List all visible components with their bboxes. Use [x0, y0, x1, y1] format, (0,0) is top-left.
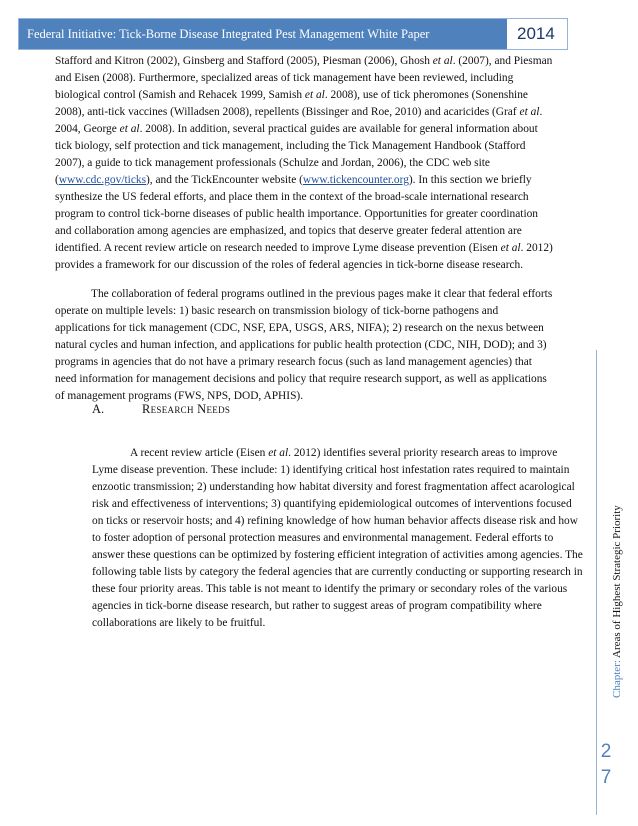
- page-number-digit-1: 2: [600, 741, 612, 762]
- text-run: ), and the TickEncounter website (: [146, 174, 303, 186]
- page-number-digit-2: 7: [600, 767, 612, 788]
- text-run: ). In this section we briefly synthesize the US federal efforts, and place them in the context of the broad-scale international research program to control tick-borne diseases of public health importance. Opportunities for greater coordination and collaboration among agencies are emphasized, and topics that deserve greater federal attention are identified. A recent review article on research needed to improve Lyme disease prevention (Eisen: [55, 174, 539, 254]
- text-run: A recent review article (Eisen: [130, 447, 269, 459]
- tickencounter-link[interactable]: www.tickencounter.org: [302, 174, 409, 186]
- section-paragraph: [92, 445, 584, 632]
- text-run: . 2004, George: [55, 106, 543, 135]
- chapter-label: Chapter:: [611, 657, 623, 698]
- chapter-sidebar: [611, 505, 623, 698]
- paragraph-2: The collaboration of federal programs outlined in the previous pages make it clear that federal efforts operate on multiple levels: 1) basic research on transmission biology of tick-borne pathogens and applications for tick management (CDC, NSF, EPA, USGS, ARS, NIFA); 2) research on the nexus between natural cycles and human infection, and applications for public health protection (CDC, NIH, DOD); and 3) programs in agencies that do not have a primary research focus (such as land management agencies) that need information for management decisions and policy that require research support, as well as applications of management programs (FWS, NPS, DOD, APHIS).: [55, 288, 553, 402]
- section-heading: [92, 402, 230, 417]
- paragraph-1: [55, 53, 555, 274]
- italic-run: et al: [268, 447, 289, 459]
- section-title: Research Needs: [142, 402, 231, 416]
- italic-run: et al: [119, 123, 140, 135]
- cdc-link[interactable]: www.cdc.gov/ticks: [58, 174, 147, 186]
- italic-run: et al: [304, 89, 325, 101]
- section-body: [92, 445, 584, 632]
- header-title: Federal Initiative: Tick-Borne Disease Integrated Pest Management White Paper: [19, 19, 507, 49]
- body-text: [55, 53, 555, 405]
- text-run: . 2012) identifies several priority research areas to improve Lyme disease prevention. These include: 1) identifying critical host infestation rates required to maintain enzootic transmission; 2) understanding how habitat diversity and forest fragmentation affect acarological risk and effectiveness of interventions; 3) quantifying epidemiological outcomes of interventions focused on ticks or reservoir hosts; and 4) refining knowledge of how human behavior affects disease risk and how to foster adoption of personal protection measures and environmental management. Federal efforts to answer these questions can be optimized by fostering efficient integration of activities among agencies. The following table lists by category the federal agencies that are currently conducting or supporting research in these four priority areas. This table is not meant to identify the primary or secondary roles of the various agencies in tick-borne disease research, but rather to suggest areas of program compatibility where collaborations are likely to be fruitful.: [92, 447, 583, 629]
- text-run: . 2012) provides a framework for our discussion of the roles of federal agencies in tick-borne disease research.: [55, 242, 553, 271]
- header-year: 2014: [507, 19, 567, 49]
- section-number: A.: [92, 402, 105, 416]
- italic-run: et al: [500, 242, 521, 254]
- italic-run: et al: [519, 106, 540, 118]
- chapter-title: Areas of Highest Strategic Priority: [611, 505, 623, 658]
- sidebar-divider: [596, 350, 597, 815]
- text-run: Stafford and Kitron (2002), Ginsberg and Stafford (2005), Piesman (2006), Ghosh: [55, 55, 433, 67]
- italic-run: et al: [432, 55, 453, 67]
- text-run: . 2008), use of tick pheromones (Sonenshine 2008), anti-tick vaccines (Willadsen 2008), repellents (Bissinger and Roe, 2010) and acaricides (Graf: [55, 89, 528, 118]
- page-header: [18, 18, 568, 50]
- text-run: . 2008). In addition, several practical guides are available for general information about tick biology, self protection and tick management, including the Tick Management Handbook (Stafford 2007), a guide to tick management professionals (Schulze and Jordan, 2006), the CDC web site (: [55, 123, 538, 186]
- text-run: . (2007), and Piesman and Eisen (2008). Furthermore, specialized areas of tick management have been reviewed, including biological control (Samish and Rehacek 1999, Samish: [55, 55, 553, 101]
